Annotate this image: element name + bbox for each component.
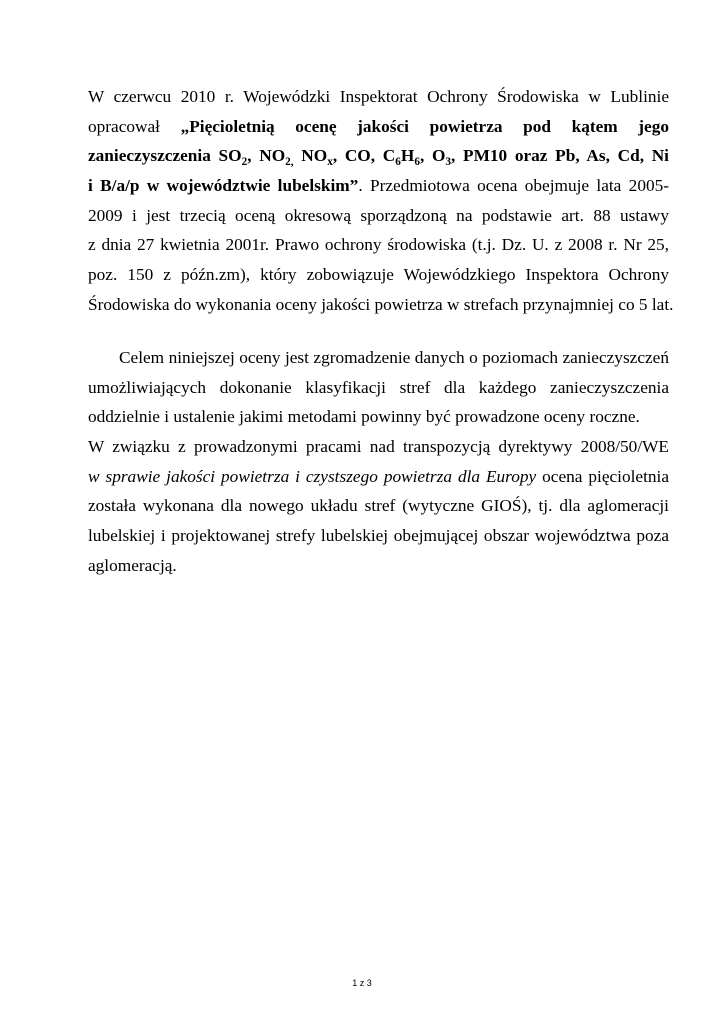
text-line: W czerwcu 2010 r. Wojewódzki Inspektorat Ochrony Środowiska w Lublinie	[88, 87, 669, 106]
text-line: aglomeracją.	[88, 555, 177, 575]
text-line: Środowiska do wykonania oceny jakości powietrza w strefach przynajmniej co 5 lat.	[88, 294, 674, 314]
text-line: lubelskiej i projektowanej strefy lubelskiej obejmującej obszar województwa poza	[88, 526, 669, 546]
page-number: 1 z 3	[352, 978, 372, 988]
text-line: poz. 150 z późn.zm), który zobowiązuje Wojewódzkiego Inspektora Ochrony	[88, 265, 669, 285]
paragraph-intro	[88, 82, 674, 320]
directive-title: w sprawie jakości powietrza i czystszego powietrza dla Europy	[88, 466, 537, 486]
report-title-part: „Pięcioletnią ocenę jakości powietrza pod kątem jego	[180, 116, 670, 136]
text-line: została wykonana dla nowego układu stref (wytyczne GIOŚ), tj. dla aglomeracji	[88, 496, 669, 516]
text-line: w sprawie jakości powietrza i czystszego powietrza dla Europy ocena pięcioletnia	[88, 466, 669, 486]
text-line: umożliwiających dokonanie klasyfikacji stref dla każdego zanieczyszczenia	[88, 377, 669, 397]
text-line: z dnia 27 kwietnia 2001r. Prawo ochrony środowiska (t.j. Dz. U. z 2008 r. Nr 25,	[88, 235, 669, 255]
paragraph-purpose	[88, 343, 669, 581]
text-line: oddzielnie i ustalenie jakimi metodami powinny być prowadzone oceny roczne.	[88, 407, 640, 427]
text-line: opracował „Pięcioletnią ocenę jakości powietrza pod kątem jego	[88, 116, 670, 136]
report-title-part: i B/a/p w województwie lubelskim”	[88, 176, 359, 196]
text-line	[88, 141, 669, 171]
text-line: Celem niniejszej oceny jest zgromadzenie danych o poziomach zanieczyszczeń	[119, 348, 669, 367]
text-line: 2009 i jest trzecią oceną okresową sporządzoną na podstawie art. 88 ustawy	[88, 205, 669, 225]
text-line: W związku z prowadzonymi pracami nad transpozycją dyrektywy 2008/50/WE	[88, 437, 669, 457]
text-line: i B/a/p w województwie lubelskim”. Przedmiotowa ocena obejmuje lata 2005-	[88, 176, 670, 196]
report-title-part: zanieczyszczenia $SO_2$, $NO_{2,}$ $NO_x$, CO, $C_6H_6$, $O_3$, PM10 oraz Pb, As, Cd, Ni	[88, 146, 669, 169]
